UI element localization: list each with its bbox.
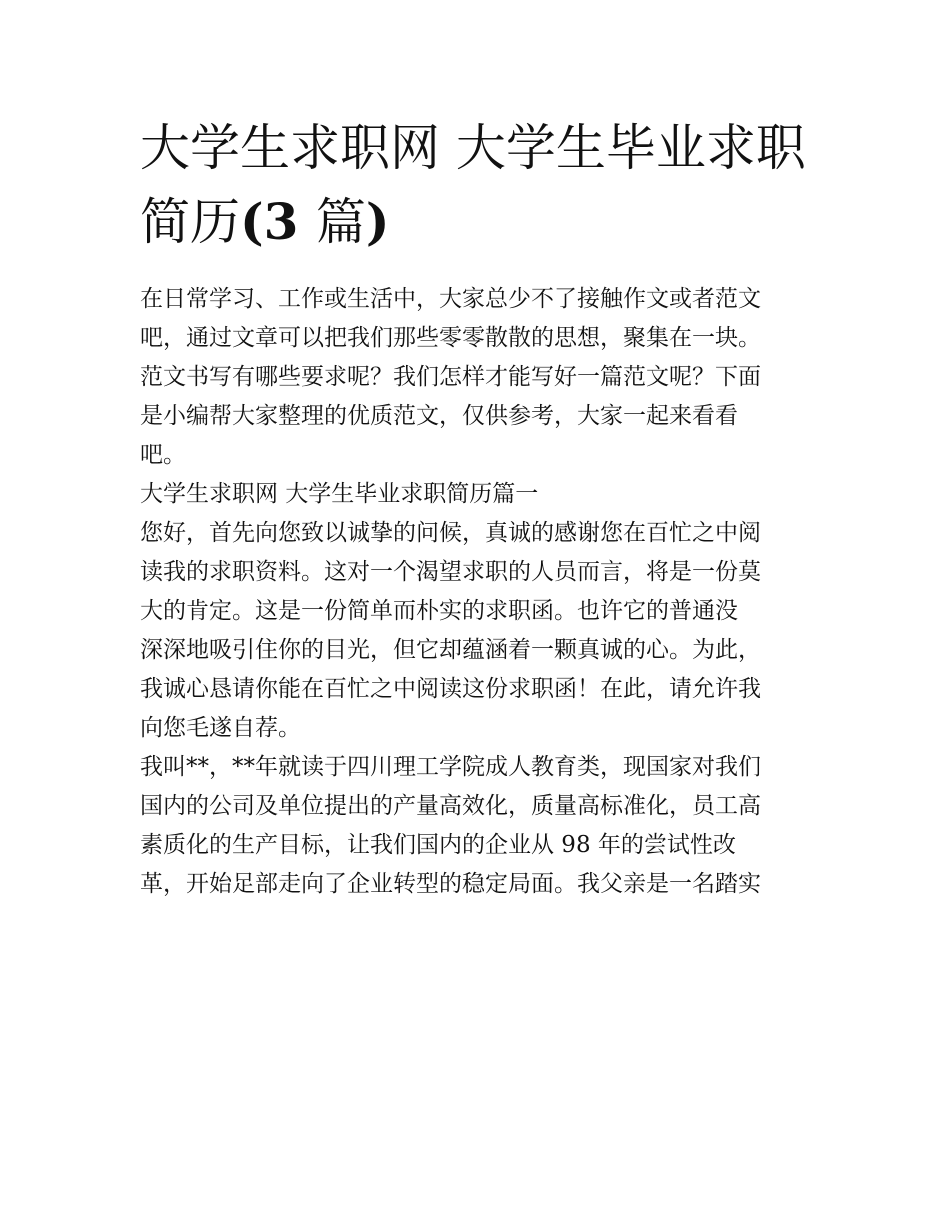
body-line: 向您毛遂自荐。: [140, 715, 301, 741]
body-line: 国内的公司及单位提出的产量高效化，质量高标准化，员工高: [140, 793, 761, 819]
page-title: [140, 112, 840, 259]
title-line-1: 大学生求职网 大学生毕业求职: [140, 119, 806, 177]
body-line: 吧，通过文章可以把我们那些零零散散的思想，聚集在一块。: [140, 325, 761, 351]
document-body: [140, 280, 830, 904]
section-heading: 大学生求职网 大学生毕业求职简历篇一: [140, 481, 539, 507]
body-line: 吧。: [140, 442, 186, 468]
body-line: 深深地吸引住你的目光，但它却蕴涵着一颗真诚的心。为此，: [140, 637, 761, 663]
body-line: 我诚心恳请你能在百忙之中阅读这份求职函！在此，请允许我: [140, 676, 761, 702]
body-line: 读我的求职资料。这对一个渴望求职的人员而言，将是一份莫: [140, 559, 761, 585]
body-line: 范文书写有哪些要求呢？我们怎样才能写好一篇范文呢？下面: [140, 364, 761, 390]
title-line-2-end: ): [365, 192, 390, 251]
body-line: 素质化的生产目标，让我们国内的企业从 98 年的尝试性改: [140, 832, 736, 858]
body-line: 我叫**，**年就读于四川理工学院成人教育类，现国家对我们: [140, 754, 761, 780]
body-line: 革，开始足部走向了企业转型的稳定局面。我父亲是一名踏实: [140, 871, 761, 897]
body-line: 在日常学习、工作或生活中，大家总少不了接触作文或者范文: [140, 286, 761, 312]
title-line-2-number: (3: [240, 192, 316, 251]
body-line: 是小编帮大家整理的优质范文，仅供参考，大家一起来看看: [140, 403, 738, 429]
body-line: 大的肯定。这是一份简单而朴实的求职函。也许它的普通没: [140, 598, 738, 624]
title-line-2-prefix: 简历: [140, 193, 240, 251]
title-line-2-mid: 篇: [315, 193, 366, 251]
body-line: 您好，首先向您致以诚挚的问候，真诚的感谢您在百忙之中阅: [140, 520, 761, 546]
title-line-2: [140, 185, 840, 259]
